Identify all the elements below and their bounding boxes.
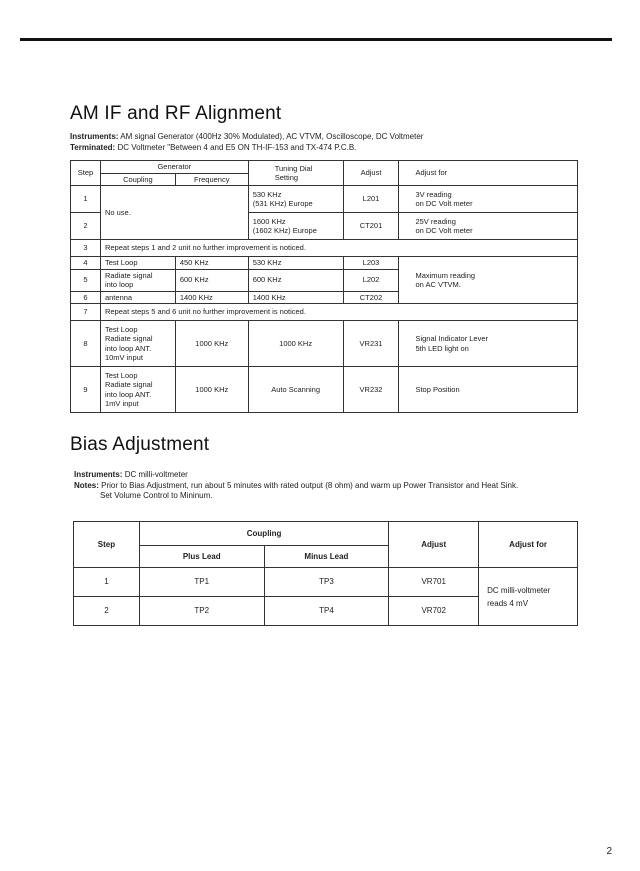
header-adjust: Adjust xyxy=(343,161,399,186)
table-header-row xyxy=(71,161,578,174)
bias-header-adjust: Adjust xyxy=(389,522,479,568)
am-section-title: AM IF and RF Alignment xyxy=(70,103,282,124)
bias-header-minus: Minus Lead xyxy=(264,546,389,568)
bias-section-title: Bias Adjustment xyxy=(70,434,210,455)
bias-notes-text-2: Set Volume Control to Mininum. xyxy=(100,491,213,500)
bias-header-step: Step xyxy=(74,522,140,568)
no-use-cell: No use. xyxy=(100,186,248,240)
bias-notes-text: Prior to Bias Adjustment, run about 5 minutes with rated output (8 ohm) and warm up Power Transistor and Heat Sink. xyxy=(101,480,519,490)
page-number: 2 xyxy=(606,846,612,857)
am-instruments-label: Instruments: xyxy=(70,132,119,141)
table-row: 6 antenna 1400 KHz 1400 KHz CT202 xyxy=(71,291,578,304)
bias-header-adjust-for: Adjust for xyxy=(479,522,578,568)
table-row: 1 TP1 TP3 VR701 DC milli-voltmeter reads 4 mV xyxy=(74,568,578,597)
table-row: 8 Test Loop Radiate signal into loop ANT. 10mV input 1000 KHz 1000 KHz VR231 Signal Indicator Lever 5th LED light on xyxy=(71,321,578,367)
am-terminated-label: Terminated: xyxy=(70,142,116,152)
bias-instruments-text: DC milli-voltmeter xyxy=(124,470,188,479)
header-generator: Generator xyxy=(100,161,248,174)
header-step: Step xyxy=(71,161,101,186)
table-row: 1 No use. 530 KHz (531 KHz) Europe L201 3V reading on DC Volt meter xyxy=(71,186,578,213)
table-header-row xyxy=(74,522,578,546)
am-alignment-table xyxy=(70,160,578,413)
table-row: 7 Repeat steps 5 and 6 unit no further improvement is noticed. xyxy=(71,304,578,321)
am-terminated-text: DC Voltmeter "Between 4 and E5 ON TH-IF-153 and TX-474 P.C.B. xyxy=(117,142,357,152)
table-row: 2 1600 KHz (1602 KHz) Europe CT201 25V reading on DC Volt meter xyxy=(71,213,578,240)
table-row: 3 Repeat steps 1 and 2 unit no further improvement is noticed. xyxy=(71,240,578,257)
table-row: 2 TP2 TP4 VR702 xyxy=(74,597,578,626)
table-row: 9 Test Loop Radiate signal into loop ANT. 1mV input 1000 KHz Auto Scanning VR232 Stop Position xyxy=(71,367,578,413)
header-frequency: Frequency xyxy=(175,173,248,186)
bias-header-coupling: Coupling xyxy=(139,522,388,546)
bias-notes-label: Notes: xyxy=(74,480,99,490)
bias-adjustment-table xyxy=(73,521,578,626)
bias-instruments-label: Instruments: xyxy=(74,470,123,479)
header-coupling: Coupling xyxy=(100,173,175,186)
top-rule xyxy=(20,38,612,41)
header-adjust-for: Adjust for xyxy=(399,161,578,186)
bias-notes-block xyxy=(74,470,518,502)
bias-header-plus: Plus Lead xyxy=(139,546,264,568)
am-instruments-text: AM signal Generator (400Hz 30% Modulated), AC VTVM, Oscilloscope, DC Voltmeter xyxy=(120,132,424,141)
table-row: 5 Radiate signal into loop 600 KHz 600 KHz L202 xyxy=(71,269,578,291)
am-instruments-block xyxy=(70,132,423,153)
header-tuning: Tuning Dial Setting xyxy=(248,161,343,186)
table-row: 4 Test Loop 450 KHz 530 KHz L203 Maximum reading on AC VTVM. xyxy=(71,257,578,270)
